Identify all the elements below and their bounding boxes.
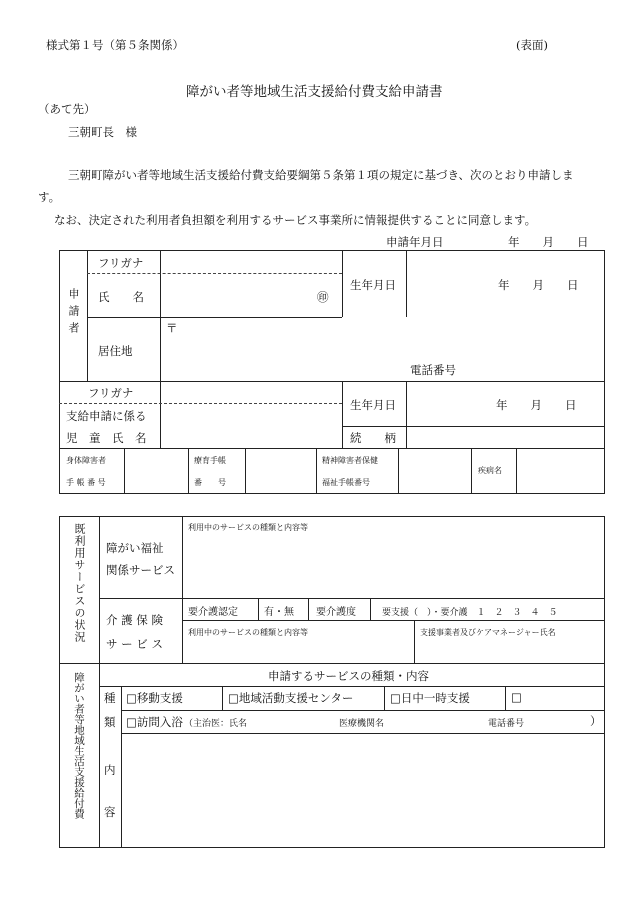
bath-phone-label: 電話番号 bbox=[488, 719, 525, 729]
furigana-label: フリガナ bbox=[98, 256, 144, 270]
body-text-line1: 三朝町障がい者等地域生活支援給付費支給要綱第５条第１項の規定に基づき、次のとおり申請しま bbox=[68, 168, 574, 182]
welfare-label-1: 障がい福祉 bbox=[106, 541, 164, 555]
content-field[interactable] bbox=[122, 734, 604, 847]
side-label: (表面) bbox=[516, 38, 548, 52]
care-label-1: 介 護 保 険 bbox=[106, 613, 163, 627]
physical-handbook-label-2: 手 帳 番 号 bbox=[66, 478, 106, 487]
institution-label: 医療機関名 bbox=[339, 719, 385, 729]
welfare-note: 利用中のサービスの種類と内容等 bbox=[188, 523, 308, 532]
mental-handbook-label-1: 精神障害者保健 bbox=[322, 456, 378, 465]
address-label: 居住地 bbox=[98, 344, 133, 358]
apply-date-label: 申請年月日 bbox=[386, 235, 444, 249]
degree-label: 要介護度 bbox=[316, 607, 356, 618]
disease-label: 疾病名 bbox=[478, 466, 502, 475]
option-other[interactable]: □ bbox=[511, 690, 522, 704]
care-label-2: サ ー ビ ス bbox=[106, 637, 163, 651]
care-levels[interactable]: 要支援（ ）・要介護 １ ２ ３ ４ ５ bbox=[382, 608, 558, 618]
existing-section-label bbox=[69, 523, 89, 659]
applicant-name-field[interactable] bbox=[161, 274, 341, 316]
manager-note: 支援事業者及びケアマネージャー氏名 bbox=[420, 628, 556, 637]
seal-mark: ㊞ bbox=[317, 290, 329, 304]
nintei-label: 要介護認定 bbox=[188, 607, 238, 618]
physical-handbook-label-1: 身体障害者 bbox=[66, 456, 106, 465]
kind-label-2: 類 bbox=[104, 715, 116, 729]
doctor-label: （主治医：氏名 bbox=[184, 719, 248, 729]
mental-handbook-label-2: 福祉手帳番号 bbox=[322, 478, 370, 487]
content-label-2: 容 bbox=[104, 805, 116, 819]
request-section-text: 障がい者等地域生活支援給付費 bbox=[73, 672, 85, 819]
ryoiku-label-1: 療育手帳 bbox=[194, 456, 226, 465]
form-number: 様式第１号（第５条関係） bbox=[46, 38, 184, 52]
child-dob-label: 生年月日 bbox=[350, 398, 396, 412]
body-text-line2: す。 bbox=[38, 190, 61, 204]
option-activity-center[interactable]: □地域活動支援センター bbox=[228, 691, 354, 705]
child-dob-field[interactable]: 年 月 日 bbox=[496, 398, 577, 412]
applicant-section-text: 申請者 bbox=[67, 288, 80, 339]
dob-label: 生年月日 bbox=[350, 278, 396, 292]
child-label-2: 児 童 氏 名 bbox=[66, 431, 147, 445]
request-section-label bbox=[69, 672, 89, 844]
body-text-line3: なお、決定された利用者負担額を利用するサービス事業所に情報提供することに同意します。 bbox=[54, 213, 537, 227]
relation-label: 続 柄 bbox=[350, 431, 396, 445]
dob-field[interactable]: 年 月 日 bbox=[498, 278, 579, 292]
phone-label: 電話番号 bbox=[410, 363, 456, 377]
name-label: 氏 名 bbox=[98, 290, 144, 304]
child-furigana-label: フリガナ bbox=[88, 386, 134, 400]
request-header: 申請するサービスの種類・内容 bbox=[268, 669, 429, 683]
care-note: 利用中のサービスの種類と内容等 bbox=[188, 628, 308, 637]
applicant-section-label bbox=[64, 288, 82, 339]
welfare-label-2: 関係サービス bbox=[106, 563, 175, 577]
option-mobility-support[interactable]: □移動支援 bbox=[126, 691, 183, 705]
page-title: 障がい者等地域生活支援給付費支給申請書 bbox=[186, 84, 443, 100]
existing-section-text: 既利用サービスの状況 bbox=[73, 523, 86, 643]
yumu-option[interactable]: 有・無 bbox=[264, 607, 294, 618]
option-bathing[interactable]: □訪問入浴 bbox=[126, 715, 183, 729]
apply-date-field[interactable]: 年 月 日 bbox=[508, 235, 589, 249]
close-paren: ） bbox=[590, 714, 602, 728]
kind-label-1: 種 bbox=[104, 691, 116, 705]
content-label-1: 内 bbox=[104, 763, 116, 777]
addressee-label: （あて先） bbox=[38, 102, 96, 116]
option-day-support[interactable]: □日中一時支援 bbox=[390, 691, 470, 705]
postal-mark: 〒 bbox=[166, 321, 178, 335]
child-label-1: 支給申請に係る bbox=[66, 409, 147, 423]
ryoiku-label-2: 番 号 bbox=[194, 478, 226, 487]
addressee: 三朝町長 様 bbox=[68, 125, 137, 139]
